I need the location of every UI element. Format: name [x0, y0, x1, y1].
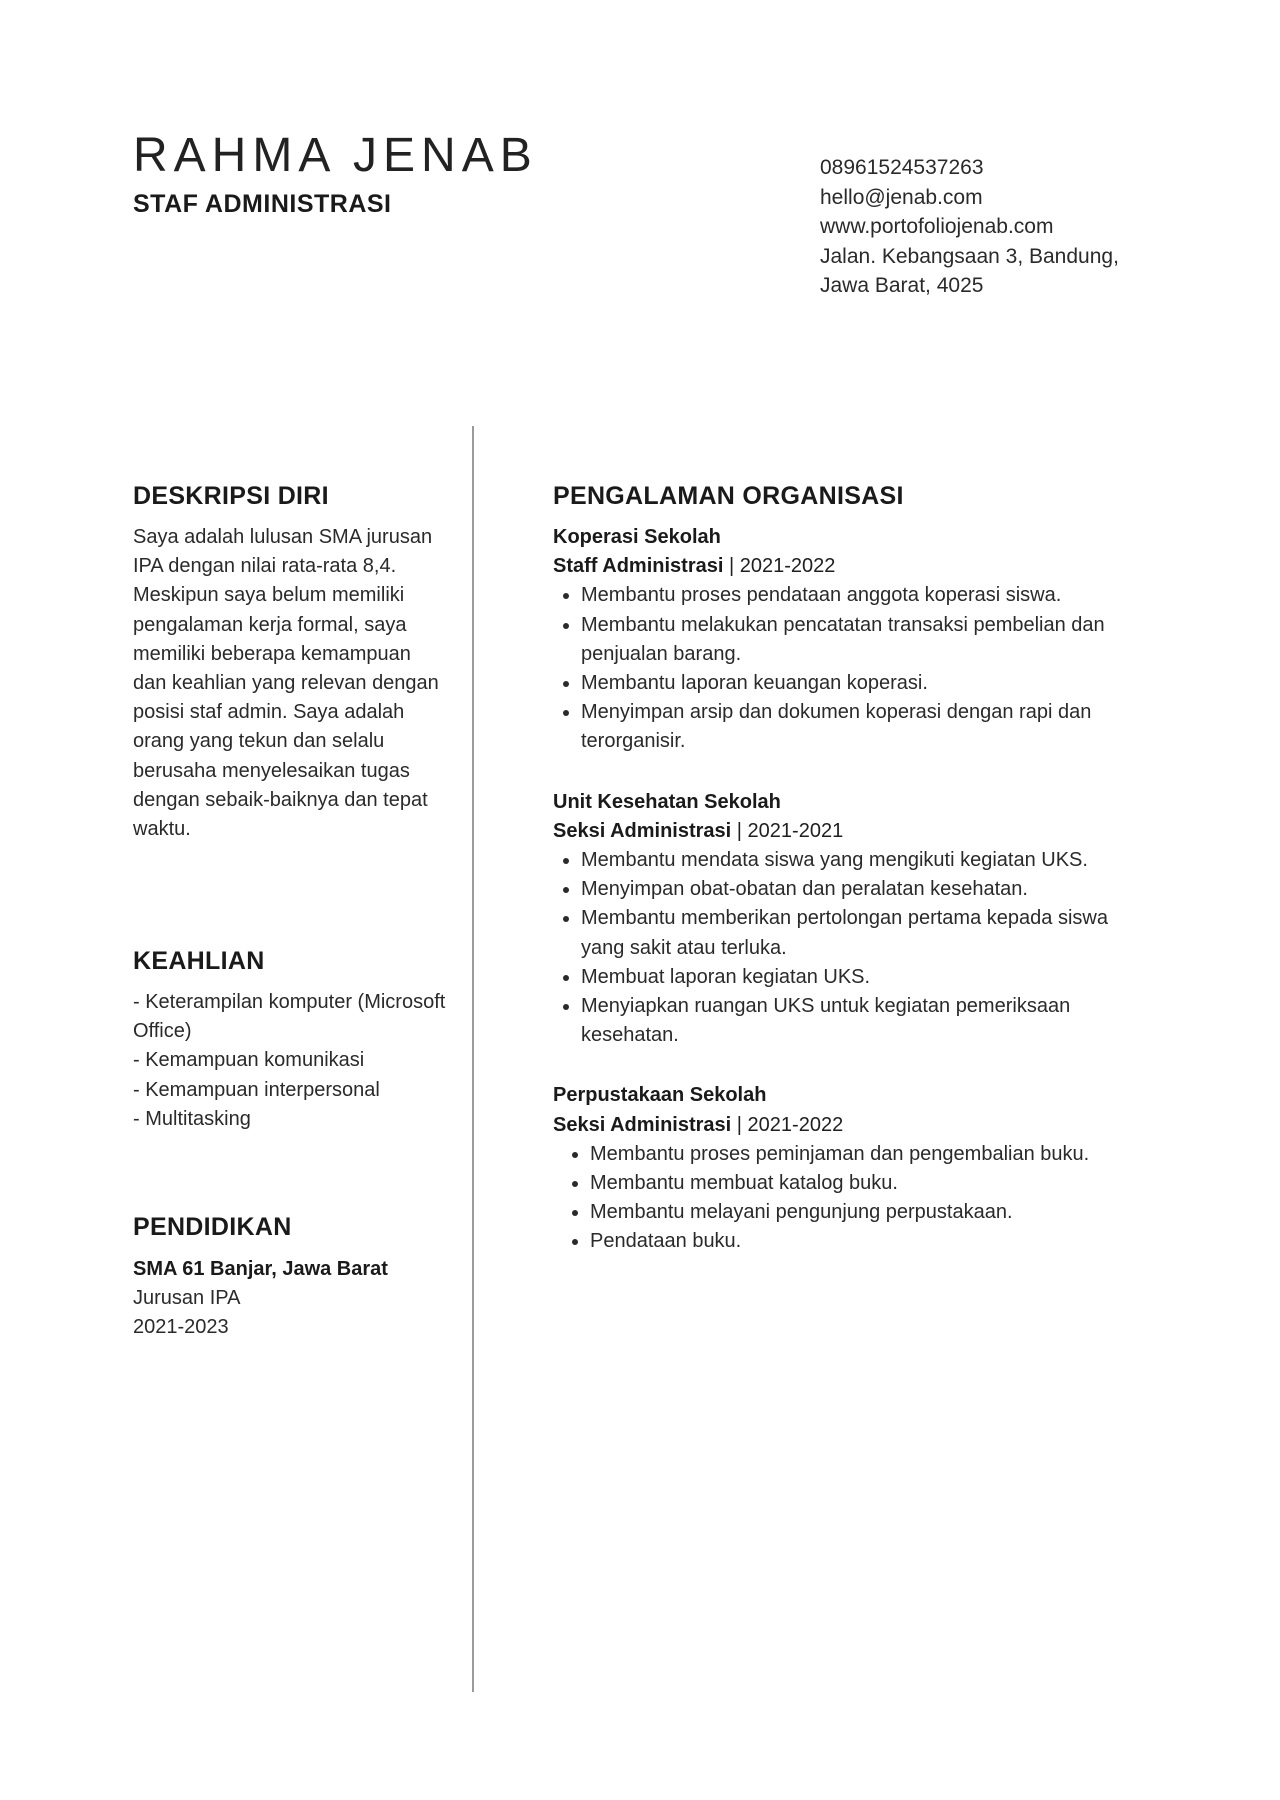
- organization-name: Unit Kesehatan Sekolah: [553, 790, 781, 813]
- contact-email: hello@jenab.com: [820, 185, 983, 209]
- duty-list: [553, 1140, 1153, 1257]
- organization-role-line: [553, 817, 1153, 846]
- education-heading: PENDIDIKAN: [133, 1213, 292, 1241]
- duty-item: • Membantu proses peminjaman dan pengembalian buku.: [590, 1140, 1153, 1169]
- education-years: 2021-2023: [133, 1316, 229, 1339]
- education-major: Jurusan IPA: [133, 1287, 241, 1310]
- skills-heading: KEAHLIAN: [133, 947, 265, 975]
- skill-item: - Multitasking: [133, 1107, 251, 1130]
- skill-item: - Kemampuan interpersonal: [133, 1078, 380, 1101]
- contact-info: [820, 153, 1119, 301]
- education-school: SMA 61 Banjar, Jawa Barat: [133, 1258, 388, 1280]
- organization-role-line: [553, 1111, 1153, 1140]
- organization-entry: [553, 788, 1153, 1051]
- about-text: Saya adalah lulusan SMA jurusan IPA dengan nilai rata-rata 8,4. Meskipun saya belum memiliki pengalaman kerja formal, saya memiliki beberapa kemampuan dan keahlian yang relevan dengan posisi staf admin. Saya adalah orang yang tekun dan selalu berusaha menyelesaikan tugas dengan sebaik-baiknya dan tepat waktu.: [133, 526, 439, 841]
- contact-website: www.portofoliojenab.com: [820, 215, 1054, 238]
- skills-list: [133, 988, 453, 1134]
- duty-item: • Membantu memberikan pertolongan pertama kepada siswa yang sakit atau terluka.: [581, 904, 1153, 962]
- skill-item: - Keterampilan komputer (Microsoft Office): [133, 991, 446, 1043]
- duty-item: • Menyimpan obat-obatan dan peralatan kesehatan.: [581, 875, 1153, 904]
- column-divider: [472, 426, 474, 1692]
- organization-name: Koperasi Sekolah: [553, 526, 721, 548]
- organization-role: Staff Administrasi: [553, 555, 724, 578]
- duty-item: • Menyiapkan ruangan UKS untuk kegiatan pemeriksaan kesehatan.: [581, 992, 1153, 1050]
- organization-role-line: [553, 552, 1153, 581]
- organization-name: Perpustakaan Sekolah: [553, 1084, 767, 1107]
- duty-item: • Membuat laporan kegiatan UKS.: [581, 963, 1153, 992]
- organization-role: Seksi Administrasi: [553, 1113, 732, 1136]
- duty-item: • Membantu melakukan pencatatan transaksi pembelian dan penjualan barang.: [581, 611, 1153, 669]
- resume-name: RAHMA JENAB: [133, 129, 538, 182]
- about-section: [133, 478, 443, 844]
- duty-list: [553, 581, 1153, 756]
- duty-item: • Membantu membuat katalog buku.: [590, 1169, 1153, 1198]
- organization-period: | 2021-2022: [731, 1113, 844, 1136]
- education-section: [133, 1209, 453, 1343]
- organization-entry: [553, 523, 1153, 757]
- contact-address-line2: Jawa Barat, 4025: [820, 274, 984, 297]
- organization-entry: [553, 1081, 1153, 1256]
- organization-period: | 2021-2021: [731, 819, 844, 842]
- education-details: [133, 1255, 453, 1343]
- about-heading: DESKRIPSI DIRI: [133, 482, 329, 510]
- duty-item: • Membantu proses pendataan anggota koperasi siswa.: [581, 581, 1153, 610]
- contact-phone: 08961524537263: [820, 156, 984, 179]
- duty-item: • Menyimpan arsip dan dokumen koperasi dengan rapi dan terorganisir.: [581, 698, 1153, 756]
- organization-heading: PENGALAMAN ORGANISASI: [553, 482, 904, 510]
- duty-item: • Membantu melayani pengunjung perpustakaan.: [590, 1198, 1153, 1227]
- duty-item: • Membantu mendata siswa yang mengikuti kegiatan UKS.: [581, 846, 1153, 875]
- contact-address-line1: Jalan. Kebangsaan 3, Bandung,: [820, 244, 1119, 268]
- organization-role: Seksi Administrasi: [553, 819, 732, 842]
- skills-section: [133, 943, 453, 1134]
- duty-list: [553, 846, 1153, 1050]
- duty-item: • Membantu laporan keuangan koperasi.: [581, 669, 1153, 698]
- duty-item: • Pendataan buku.: [590, 1227, 1153, 1256]
- organization-section: [553, 478, 1153, 1257]
- skill-item: - Kemampuan komunikasi: [133, 1049, 365, 1072]
- organization-period: | 2021-2022: [723, 555, 836, 578]
- job-title: STAF ADMINISTRASI: [133, 190, 392, 218]
